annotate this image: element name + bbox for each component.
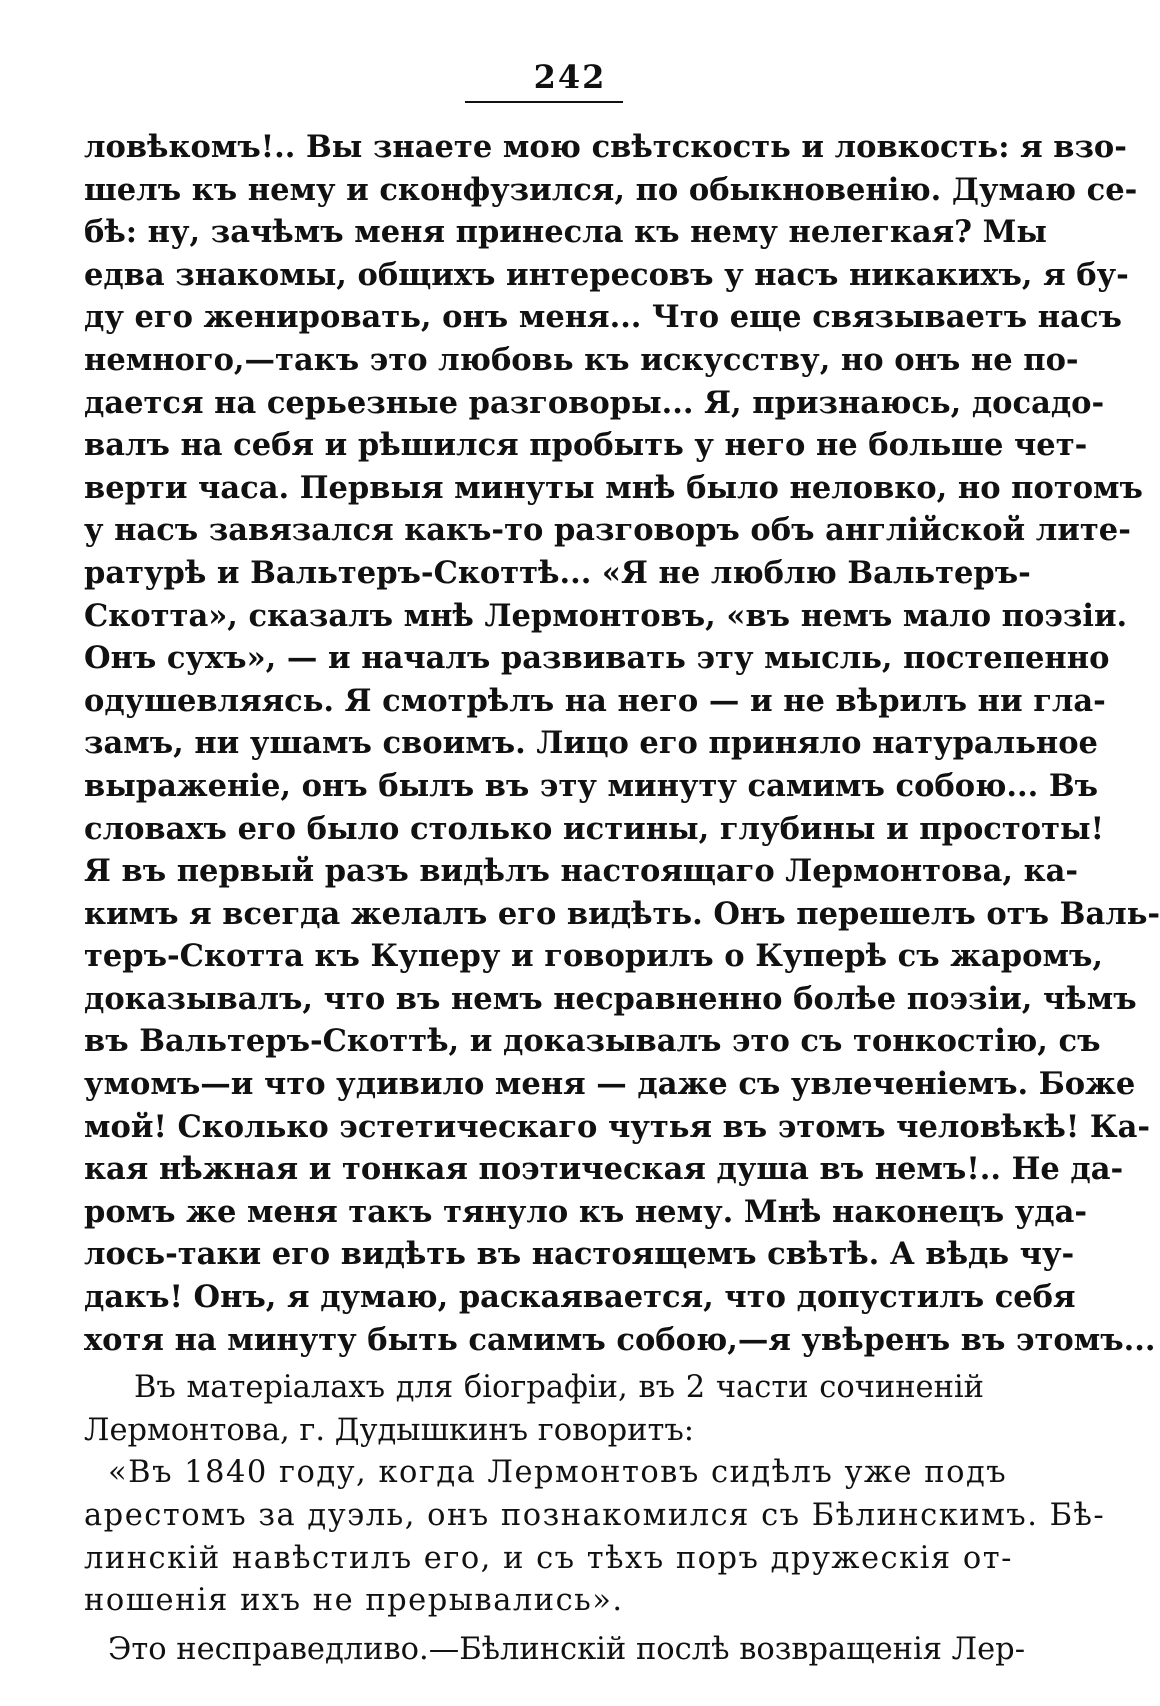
text-line: верти часа. Первыя минуты мнѣ было неловко, но потомъ [84, 469, 1143, 506]
text-line: умомъ—и что удивило меня — даже съ увлеченіемъ. Боже [84, 1066, 1136, 1103]
quote-line: арестомъ за дуэль, онъ познакомился съ Бѣлинскимъ. Бѣ- [84, 1498, 1106, 1533]
page-number-rule [465, 101, 623, 103]
text-line: доказывалъ, что въ немъ несравненно болѣе поэзіи, чѣмъ [84, 980, 1137, 1017]
paragraph-line: Лермонтова, г. Дудышкинъ говоритъ: [84, 1412, 695, 1448]
page-number: 242 [533, 58, 607, 96]
text-line: валъ на себя и рѣшился пробыть у него не больше чет- [84, 427, 1088, 464]
text-line: замъ, ни ушамъ своимъ. Лицо его приняло натуральное [84, 725, 1098, 762]
quote-line: линскій навѣстилъ его, и съ тѣхъ поръ дружескія от- [84, 1540, 1013, 1576]
text-line: ратурѣ и Вальтеръ-Скоттѣ... «Я не люблю Вальтеръ- [84, 554, 1031, 591]
text-line: Я въ первый разъ видѣлъ настоящаго Лермонтова, ка- [84, 853, 1079, 890]
text-line: одушевляясь. Я смотрѣлъ на него — и не вѣрилъ ни гла- [84, 682, 1106, 719]
text-line: Онъ сухъ», — и началъ развивать эту мысль, постепенно [84, 640, 1110, 677]
text-line: ромъ же меня такъ тянуло къ нему. Мнѣ наконецъ уда- [84, 1193, 1088, 1230]
text-line: бѣ: ну, зачѣмъ меня принесла къ нему нелегкая? Мы [84, 214, 1047, 251]
text-line: немного,—такъ это любовь къ искусству, но онъ не по- [84, 341, 1079, 378]
text-line: Скотта», сказалъ мнѣ Лермонтовъ, «въ немъ мало поэзіи. [84, 597, 1128, 634]
text-block [84, 126, 1160, 1671]
text-line: дакъ! Онъ, я думаю, раскаявается, что допустилъ себя [84, 1279, 1076, 1316]
text-line: ду его женировать, онъ меня... Что еще связываетъ насъ [84, 299, 1122, 336]
text-line: словахъ его было столько истины, глубины и простоты! [84, 810, 1104, 847]
text-line: едва знакомы, общихъ интересовъ у насъ никакихъ, я бу- [84, 256, 1129, 293]
final-line: Это несправедливо.—Бѣлинскій послѣ возвращенія Лер- [108, 1631, 1025, 1667]
text-line: лось-таки его видѣть въ настоящемъ свѣтѣ. А вѣдь чу- [84, 1236, 1075, 1273]
text-line: хотя на минуту быть самимъ собою,—я увѣренъ въ этомъ... [84, 1321, 1156, 1358]
text-line: дается на серьезные разговоры... Я, признаюсь, досадо- [84, 384, 1105, 421]
text-line: въ Вальтеръ-Скоттѣ, и доказывалъ это съ тонкостію, съ [84, 1023, 1101, 1060]
text-line: кимъ я всегда желалъ его видѣть. Онъ перешелъ отъ Валь- [84, 895, 1160, 932]
quote-line: ношенія ихъ не прерывались». [84, 1583, 624, 1619]
text-line: у насъ завязался какъ-то разговоръ объ англійской лите- [84, 512, 1131, 549]
quote-line: «Въ 1840 году, когда Лермонтовъ сидѣлъ уже подъ [108, 1455, 1008, 1491]
text-line: выраженіе, онъ былъ въ эту минуту самимъ собою... Въ [84, 767, 1099, 804]
text-line: шелъ къ нему и сконфузился, по обыкновенію. Думаю се- [84, 171, 1138, 208]
text-line: мой! Сколько эстетическаго чутья въ этомъ человѣкѣ! Ка- [84, 1108, 1150, 1145]
text-line: ловѣкомъ!.. Вы знаете мою свѣтскость и ловкость: я взо- [84, 129, 1127, 165]
text-line: кая нѣжная и тонкая поэтическая душа въ немъ!.. Не да- [84, 1151, 1124, 1188]
paragraph-line: Въ матеріалахъ для біографіи, въ 2 части сочиненій [134, 1370, 984, 1406]
text-line: теръ-Скотта къ Куперу и говорилъ о Куперѣ съ жаромъ, [84, 938, 1103, 975]
